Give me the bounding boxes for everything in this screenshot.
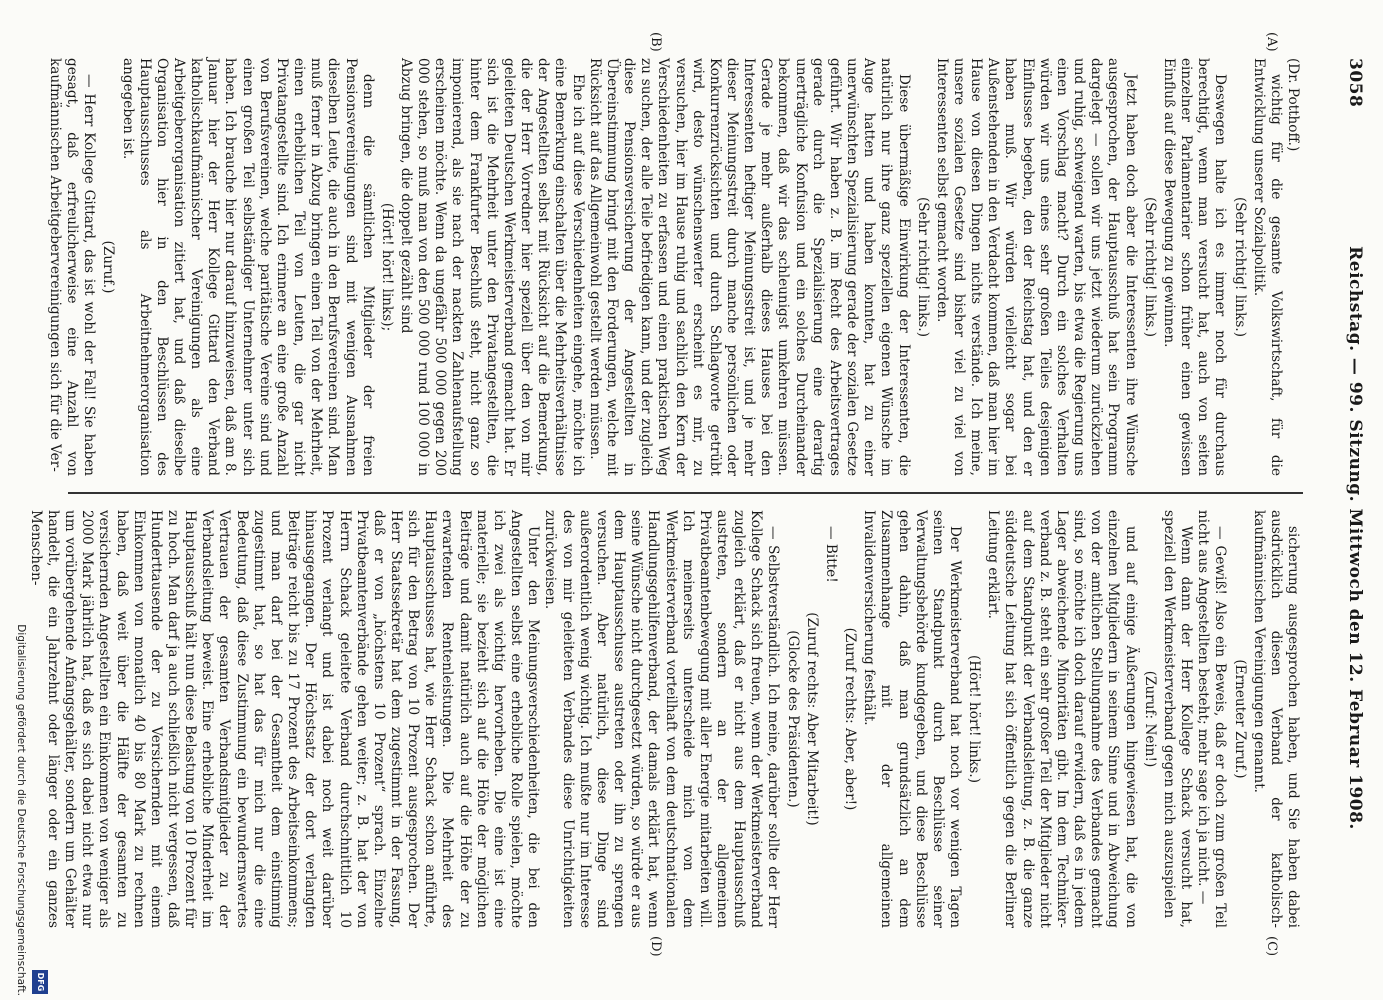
interjection-note: (Zuruf rechts: Aber, aber!) — [842, 627, 859, 811]
paragraph: — Bitte! — [822, 526, 839, 583]
interjection-note: (Glocke des Präsidenten.) — [784, 630, 801, 808]
paragraph: Jetzt haben doch aber die Interessenten ihre Wünsche ausgesprochen, der Hauptausschuß hat sein Programm dargelegt — sollen wir uns jetzt wiederum zurückziehen und ruhig, schweigend warten, bis etwa die Regierung uns einen Vorschlag macht? Durch ein solches Verhalten würden wir uns eines sehr großen Teiles desjenigen Einflusses begeben, den der Reichstag hat, und den er haben muß. Wir würden vielleicht sogar bei Außenstehenden in den Verdacht kommen, daß man hier im Hause von diesen Dingen nichts verstände. Ich meine, unsere sozialen Gesetze sind bisher viel zu viel von Interessenten selbst gemacht worden. — [933, 58, 1139, 476]
paragraph: Unter den Meinungsverschiedenheiten, die bei den Angestellten selbst eine erhebliche Rolle spielen, möchte ich zwei als wichtig hervorheben. Die eine ist eine materielle; sie bezieht sich auf die Höhe der möglichen Beiträge und damit natürlich auch auf die Höhe der zu erwartenden Rentenleistungen. Die Mehrheit des Hauptausschusses hat, wie Herr Schack schon anführte, sich für den Betrag von 10 Prozent ausgesprochen. Der Herr Staatssekretär hat dem zugestimmt in der Fassung, daß er von „höchstens 10 Prozent“ sprach. Einzelne Privatbeamtenverbände gehen weiter; z. B. hat der von Herrn Schack geleitete Verband durchschnittlich 10 Prozent verlangt und ist dabei noch weit darüber hinausgegangen. Der Höchstsatz der dort verlangten Beiträge reicht bis zu 17 Prozent des Arbeitseinkommens; und man darf bei der Gesamtheit dem einstimmig zugestimmt hat, so hat das für mich nur die eine Bedeutung, daß diese Zustimmung ein bewundernswertes Vertrauen der gesamten Verbandsmitglieder zu der Verbandsleitung beweist. Eine erhebliche Minderheit im Hauptausschuß hält nun diese Belastung von 10 Prozent für zu hoch. Man darf ja auch schließlich nicht vergessen, daß Hunderttausende der zu Versichernden mit einem Einkommen von monatlich 40 bis 80 Mark zu rechnen haben, daß weit über die Hälfte der gesamten zu versichernden Angestellten ein Einkommen von weniger als 2000 Mark jährlich hat, daß es sich dabei nicht etwa nur um vorübergehende Anfangsgehälter, sondern um Gehälter handelt, die ein Jahrzehnt oder länger oder ein ganzes Menschen- — [27, 510, 542, 928]
page-number: 3058 — [1345, 58, 1365, 108]
interjection-note: (Zuruf rechts: Aber Mitarbeit!) — [803, 612, 820, 826]
interjection-note: (Hört! hört! links); — [378, 202, 395, 332]
page-title: Reichstag. — 99. Sitzung. Mittwoch den 12. Februar 1908. — [1345, 246, 1365, 830]
digitization-attribution: Digitalisierung gefördert durch die Deutsche Forschungsgemeinschaft. — [15, 624, 27, 996]
paragraph: Diese übermäßige Einwirkung der Interessenten, die natürlich nur ihre ganz speziellen eigenen Wünsche im Auge hatten und haben konnten, hat zu einer unerwünschten Spezialisierung gerade der sozialen Gesetze geführt. Wir haben z. B. im Recht des Arbeitsvertrages gerade durch die Spezialisierung eine derartig unerträgliche Konfusion und ein solches Durcheinander bekommen, daß wir das schleunigst umkehren müssen. Gerade je mehr außerhalb dieses Hauses bei den Interessenten heftiger Meinungsstreit ist, und je mehr dieser Meinungsstreit durch manche persönlichen oder Konkurrenzrücksichten und durch Schlagworte getrübt wird, desto wünschenswerter erscheint es mir, zu versuchen, hier im Hause ruhig und sachlich den Kern der Verschiedenheiten zu erfassen und einen praktischen Weg zu suchen, der alle Teile befriedigen kann, und der zugleich diese Pensionsversicherung der Angestellten in Übereinstimmung bringt mit den Forderungen, welche mit Rücksicht auf das Allgemeinwohl gestellt werden müssen. — [586, 58, 912, 476]
column-divider — [68, 492, 1303, 494]
right-text-column — [27, 510, 1301, 928]
paragraph: wichtig für die gesamte Volkswirtschaft, für die Entwicklung unserer Sozialpolitik. — [1250, 58, 1284, 476]
dfg-logo: DFG — [32, 970, 48, 994]
page-header — [1333, 58, 1373, 958]
paragraph: Deswegen halte ich es immer noch für durchaus berechtigt, wenn man versucht hat, auch von seiten einzelner Parlamentarier schon früher einen gewissen Einfluß auf diese Bewegung zu gewinnen. — [1160, 58, 1229, 476]
interjection-note: (Hört! hört! links.) — [966, 654, 983, 784]
paragraph: und auf einige Äußerungen hingewiesen hat, die von einzelnen Mitgliedern in seinem Sinne und in Abweichung von der amtlichen Stellungnahme des Verbandes gemacht sind, so möchte ich doch darauf erwidern, daß es in jedem Lager abweichende Minoritäten gibt. Im dem Techniker-verband z. B. steht ein sehr großer Teil der Mitglieder nicht auf dem Standpunkt der Verbandsleitung, z. B. die ganze süddeutsche Leitung hat sich öffentlich gegen die Berliner Leitung erklärt. — [985, 510, 1139, 928]
interjection-note: (Sehr richtig! links.) — [1141, 196, 1158, 338]
paragraph: Ehe ich auf diese Verschiedenheiten eingehe, möchte ich eine Bemerkung einschalten über die Mehrheitsverhältnisse der Angestellten selbst mit Rücksicht auf die Bemerkung, die der Herr Vorredner hier speziell über den von mir geleiteten Deutschen Werkmeisterverband gemacht hat. Er sich ist die Mehrheit unter den Privatangestellten, die hinter dem Frankfurter Beschluß steht, nicht ganz so imponierend, als sie nach der nackten Zahlenaufstellung erscheinen möchte. Wenn da ungefähr 500 000 gegen 200 000 stehen, so muß man von den 500 000 rund 100 000 in Abzug bringen, die doppelt gezählt sind — [398, 58, 586, 476]
margin-marker-b: (B) — [648, 32, 663, 52]
margin-marker-a: (A) — [1264, 32, 1279, 52]
paragraph: Wenn dann der Herr Kollege Schack versucht hat, speziell den Werkmeisterverband gegen mich auszuspielen — [1160, 510, 1195, 928]
interjection-note: (Sehr richtig! links.) — [914, 196, 931, 338]
paragraph: Der Werkmeisterverband hat noch vor wenigen Tagen seinen Standpunkt durch Beschlüsse seiner Verwaltungsbehörde kundgegeben, und diese Beschlüsse gehen dahin, daß man grundsätzlich an dem Zusammenhange mit der allgemeinen Invalidenversicherung festhält. — [861, 510, 964, 928]
paragraph: — Herr Kollege Gittard, das ist wohl der Fall! Sie haben gesagt, daß erfreulicherweise eine Anzahl von kaufmännischen Arbeitgebervereinigungen sich für die Ver- — [46, 58, 98, 476]
speaker-label: (Dr. Potthoff.) — [1285, 58, 1301, 152]
left-text-column — [46, 58, 1301, 476]
interjection-note: (Sehr richtig! links.) — [1231, 196, 1248, 338]
paragraph: denn die sämtlichen Mitglieder der freien Pensionsvereinigungen sind mit wenigen Ausnahmen dieselben Leute, die auch in den Berufsvereinen sind. Man muß ferner in Abzug bringen einen Teil von der Mehrheit, einen erheblichen Teil von Leuten, die gar nicht Privatangestellte sind. Ich erinnere an eine große Anzahl von Berufsvereinen, welche paritätische Vereine sind und einen großen Teil selbständiger Unternehmer unter sich haben. Ich brauche hier nur darauf hinzuweisen, daß am 8. Januar hier der Herr Kollege Gittard den Verband katholischkaufmännischer Vereinigungen als eine Arbeitgeberorganisation zitiert hat, und daß dieselbe Organisation hier in den Beschlüssen des Hauptausschusses als Arbeitnehmerorganisation angegeben ist. — [119, 58, 376, 476]
interjection-note: (Zuruf: Nein!) — [1141, 670, 1158, 768]
paragraph: sicherung ausgesprochen haben, und Sie haben dabei ausdrücklich diesen Verband der katholisch-kaufmännischen Vereinigungen genannt. — [1250, 510, 1301, 928]
paragraph: — Gewiß! Also ein Beweis, daß er doch zum großen Teil nicht aus Angestellten besteht; mehr sage ich ja nicht. — — [1195, 510, 1229, 928]
paragraph: — Selbstverständlich. Ich meine, darüber sollte der Herr Kollege Schack sich freuen, wenn der Werkmeisterverband zugleich erklärt, daß er nicht aus dem Hauptausschuß austreten, sondern an der allgemeinen Privatbeamtenbewegung mit aller Energie mitarbeiten will. Ich meinerseits unterscheide mich von dem Werkmeisterverband vorteilhaft von dem deutschnationalen Handlungsgehilfenverband, der damals erklärt hat, wenn seine Wünsche nicht durchgesetzt würden, so würde er aus dem Hauptausschusse austreten oder ihn zu sprengen versuchen. Aber natürlich, diese Dinge sind außerordentlich wenig wichtig. Ich mußte nur im Interesse des von mir geleiteten Verbandes diese Unrichtigkeiten zurückweisen. — [542, 510, 782, 928]
page-footer — [1, 0, 83, 1000]
interjection-note: (Erneuter Zuruf.) — [1231, 659, 1248, 779]
margin-marker-c: (C) — [1264, 936, 1279, 957]
interjection-note: (Zuruf.) — [100, 240, 117, 294]
margin-marker-d: (D) — [648, 936, 663, 957]
